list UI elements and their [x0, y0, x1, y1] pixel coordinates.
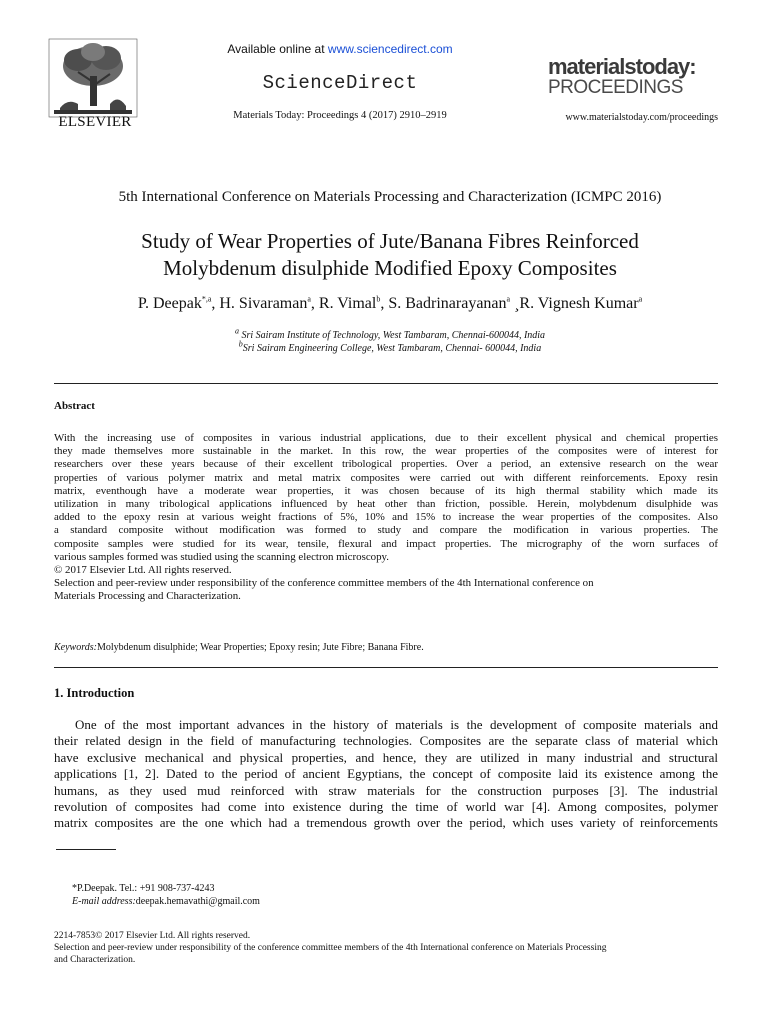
intro-line: One of the most important advances in the history of materials is the development of composite materials and	[75, 717, 718, 732]
abstract-line: various samples formed was studied using the scanning electron microscopy.	[54, 550, 390, 563]
footnote-email	[72, 896, 672, 909]
abstract-line: a standard composite without modification was formed to study and compare the modification in various properties. The	[54, 524, 718, 537]
intro-body	[54, 717, 718, 832]
copyright-line: © 2017 Elsevier Ltd. All rights reserved.	[54, 564, 232, 577]
sciencedirect-wordmark: ScienceDirect	[262, 72, 418, 94]
elsevier-tree-icon	[48, 38, 138, 118]
keywords	[54, 642, 424, 653]
abstract-line: matrix, eventhough have a moderate wear properties, it was chosen because of its high thermal stability which made its	[54, 484, 718, 497]
footer	[54, 930, 718, 966]
footnote	[72, 883, 672, 908]
affiliations	[40, 326, 740, 355]
footnote-rule	[56, 849, 116, 850]
footer-review-line: and Characterization.	[54, 955, 136, 965]
journal-logo	[548, 56, 718, 98]
journal-url[interactable]: www.materialstoday.com/proceedings	[565, 112, 718, 123]
author: H. Sivaraman$^a$,	[219, 294, 319, 312]
abstract-line: they made themselves more sustainable in the market. In this row, the wear properties of the composites were of interest for	[54, 445, 718, 458]
journal-logo-line1: materialstoday:	[548, 54, 696, 79]
abstract-line: added to the epoxy resin at various weight fractions of 5%, 10% and 15% to increase the wear properties of the composites. Also	[54, 511, 718, 524]
available-prefix: Available online at	[227, 42, 328, 56]
affiliation: $^a$ Sri Sairam Institute of Technology, West Tambaram, Chennai-600044, India	[234, 326, 546, 341]
author: S. Badrinarayanan$^a$ ¸	[388, 294, 520, 312]
footer-review-line: Selection and peer-review under responsibility of the conference committee members of the 4th International conference on Materials Processing	[54, 943, 607, 953]
intro-line: their related design in the field of manufacturing technologies. Composites are the separate class of material which	[54, 733, 718, 749]
intro-line: matrix composites are the one which had a tremendous growth over the period, which uses variety of reinforcements	[54, 815, 718, 831]
author: R. Vimal$^b$,	[318, 294, 389, 312]
email-label: E-mail address:	[72, 895, 136, 907]
intro-line: have exclusive mechanical and physical properties, and hence, they are utilized in many industrial and structural	[54, 749, 718, 765]
paper-title	[40, 228, 740, 282]
affiliation: $^b$Sri Sairam Engineering College, West Tambaram, Chennai- 600044, India	[238, 339, 542, 354]
sciencedirect-link[interactable]: www.sciencedirect.com	[327, 42, 453, 56]
intro-line: humans, as they used mud reinforced with straw materials for the construction purposes [3]. The industrial	[54, 782, 718, 798]
abstract-line: composite samples were studied for its wear, tensile, flexural and impact properties. The micrography of the worn surfaces of	[54, 537, 718, 550]
review-line: Selection and peer-review under responsibility of the conference committee members of the 4th International conference on	[54, 577, 594, 590]
paper-title-line2: Molybdenum disulphide Modified Epoxy Composites	[163, 256, 617, 280]
issn-line: 2214-7853© 2017 Elsevier Ltd. All rights reserved.	[54, 931, 251, 941]
keywords-text: Molybdenum disulphide; Wear Properties; Epoxy resin; Jute Fibre; Banana Fibre.	[96, 642, 424, 653]
journal-logo-line2: PROCEEDINGS	[548, 77, 683, 98]
abstract-line: With the increasing use of composites in various industrial applications, due to their excellent physical and chemical properties	[54, 432, 718, 444]
conference-name: 5th International Conference on Materials Processing and Characterization (ICMPC 2016)	[118, 189, 662, 205]
author: P. Deepak$^{*,a}$,	[137, 294, 220, 312]
paper-title-line1: Study of Wear Properties of Jute/Banana Fibres Reinforced	[141, 229, 639, 253]
author: R. Vignesh Kumar$^a$	[519, 294, 643, 312]
author-list	[40, 295, 740, 313]
available-online	[190, 42, 490, 56]
review-line: Materials Processing and Characterization.	[54, 590, 241, 603]
abstract-heading: Abstract	[54, 400, 95, 412]
footnote-contact: *P.Deepak. Tel.: +91 908-737-4243	[72, 883, 215, 894]
abstract-line: researchers over these years because of their excellent tribological properties. Over a period, an extensive research on the wear	[54, 458, 718, 471]
intro-heading: 1. Introduction	[54, 686, 135, 700]
abstract-body	[54, 432, 718, 604]
abstract-line: utilization in many tribological applications influenced by heat other than friction, possible. Herein, molybdenum disulphide was	[54, 498, 718, 511]
header-divider	[54, 383, 718, 384]
intro-line: revolution of composites had come into existence during the time of world war [4]. Among composites, polymer	[54, 799, 718, 815]
intro-line: applications [1, 2]. Dated to the period of ancient Egyptians, the concept of composite laid its existence among the	[54, 766, 718, 782]
abstract-divider	[54, 667, 718, 668]
elsevier-logo	[48, 38, 138, 132]
publisher-name: ELSEVIER	[58, 114, 132, 130]
abstract-line: properties of various polymer matrix and metal matrix composites were carried out with different reinforcements. Epoxy resin	[54, 471, 718, 484]
email-address[interactable]: deepak.hemavathi@gmail.com	[135, 895, 260, 907]
keywords-label: Keywords:	[54, 642, 97, 653]
journal-citation: Materials Today: Proceedings 4 (2017) 2910–2919	[233, 110, 447, 121]
